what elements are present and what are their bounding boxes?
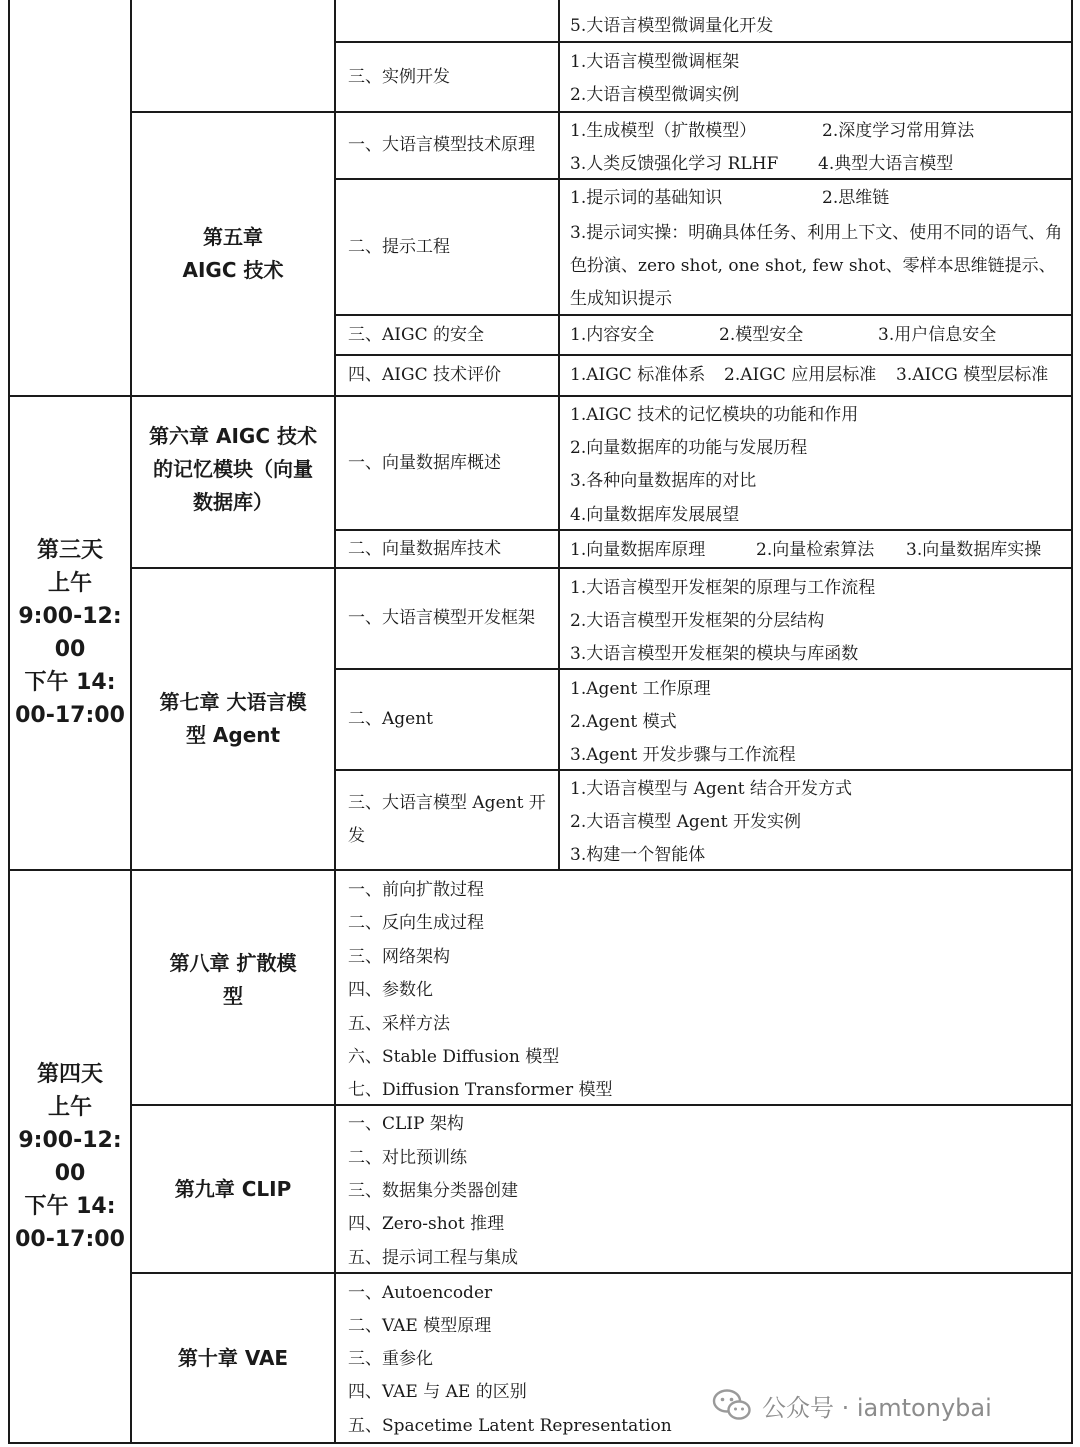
- section-title: 二、提示工程: [348, 236, 450, 257]
- item-text: 2.大语言模型开发框架的分层结构: [570, 611, 825, 631]
- item-text: 3.各种向量数据库的对比: [570, 471, 757, 491]
- chapter-cell-ch6: [132, 397, 334, 567]
- item-text: 2.Agent 模式: [570, 712, 677, 732]
- column-divider: [558, 0, 560, 870]
- topic-item: 三、重参化: [348, 1349, 433, 1369]
- section-cell: [336, 771, 558, 869]
- item-text: 2.大语言模型 Agent 开发实例: [570, 812, 802, 832]
- item-text: 2.深度学习常用算法: [822, 121, 975, 141]
- topic-item: 三、网络架构: [348, 947, 450, 967]
- time-label: 00: [54, 1160, 86, 1186]
- topic-item: 一、CLIP 架构: [348, 1114, 464, 1134]
- item-text: 1.生成模型（扩散模型）: [570, 121, 757, 141]
- topic-item: 七、Diffusion Transformer 模型: [348, 1080, 613, 1100]
- chapter-cell-ch5: [132, 113, 334, 395]
- item-text: 3.Agent 开发步骤与工作流程: [570, 745, 796, 765]
- time-label: 00-17:00: [15, 1226, 125, 1252]
- item-text: 1.大语言模型与 Agent 结合开发方式: [570, 779, 853, 799]
- chapter-title: 的记忆模块（向量: [152, 456, 313, 481]
- chapter-title: 第五章: [202, 225, 263, 249]
- topic-item: 四、Zero-shot 推理: [348, 1214, 505, 1234]
- item-text: 2.模型安全: [719, 325, 804, 345]
- chapter-cell-ch9: [132, 1106, 334, 1272]
- item-text: 2.大语言模型微调实例: [570, 85, 740, 105]
- time-label: 下午 14:: [24, 670, 116, 695]
- topic-item: 二、反向生成过程: [348, 913, 484, 933]
- section-title: 三、AIGC 的安全: [348, 324, 484, 345]
- section-title: 一、大语言模型开发框架: [348, 608, 535, 628]
- chapter-title: AIGC 技术: [182, 258, 284, 282]
- section-title: 二、Agent: [348, 709, 433, 729]
- item-text: 2.向量检索算法: [756, 540, 875, 560]
- chapter-title: 第六章 AIGC 技术: [149, 423, 317, 448]
- table-border: [1071, 0, 1073, 1444]
- topic-item: 三、数据集分类器创建: [348, 1181, 518, 1201]
- chapter-title: 第九章 CLIP: [174, 1176, 292, 1201]
- item-text: 1.AIGC 技术的记忆模块的功能和作用: [570, 405, 859, 425]
- item-text: 2.向量数据库的功能与发展历程: [570, 438, 808, 458]
- item-text: 1.向量数据库原理: [570, 540, 706, 560]
- item-text: 1.AIGC 标准体系: [570, 365, 706, 385]
- wechat-icon: [712, 1388, 752, 1422]
- topic-item: 五、提示词工程与集成: [348, 1248, 518, 1268]
- item-text: 3.向量数据库实操: [906, 540, 1042, 560]
- section-title: 三、实例开发: [348, 66, 450, 87]
- day-label: 上午: [47, 571, 92, 596]
- day-label: 第四天: [36, 1061, 103, 1087]
- chapter-cell-ch10: [132, 1274, 334, 1442]
- topic-item: 四、参数化: [348, 980, 433, 1000]
- item-text: 4.向量数据库发展展望: [570, 505, 740, 525]
- chapter-title: 第七章 大语言模: [159, 690, 307, 714]
- time-label: 下午 14:: [24, 1193, 116, 1219]
- section-cell: [336, 531, 558, 567]
- item-text: 4.典型大语言模型: [818, 154, 954, 174]
- time-label: 00: [54, 637, 86, 662]
- item-text: 1.Agent 工作原理: [570, 679, 711, 699]
- section-cell: [336, 397, 558, 529]
- item-text: 3.构建一个智能体: [570, 845, 706, 865]
- section-cell: [336, 569, 558, 668]
- chapter-title: 第十章 VAE: [177, 1345, 289, 1370]
- item-text: 3.AICG 模型层标准: [896, 365, 1049, 385]
- item-text: 3.用户信息安全: [878, 325, 997, 345]
- item-text: 3.人类反馈强化学习 RLHF: [570, 154, 779, 174]
- chapter-title: 数据库）: [192, 489, 273, 514]
- section-title: 一、向量数据库概述: [348, 452, 501, 473]
- topic-item: 五、Spacetime Latent Representation: [348, 1416, 672, 1436]
- item-text: 1.提示词的基础知识: [570, 188, 723, 208]
- time-label: 9:00-12:: [18, 1127, 122, 1153]
- chapter-title: 型: [223, 983, 243, 1008]
- section-title: 四、AIGC 技术评价: [348, 365, 501, 385]
- section-cell: [336, 43, 558, 111]
- chapter-cell-ch7: [132, 569, 334, 869]
- topic-item: 五、采样方法: [348, 1014, 450, 1034]
- section-title: 二、向量数据库技术: [348, 538, 501, 559]
- day-cell-day3: [10, 397, 130, 869]
- time-label: 00-17:00: [15, 703, 125, 728]
- topic-item: 四、VAE 与 AE 的区别: [348, 1382, 527, 1402]
- chapter-title: 第八章 扩散模: [169, 950, 297, 975]
- topic-item: 二、VAE 模型原理: [348, 1316, 492, 1336]
- topic-item: 一、前向扩散过程: [348, 880, 484, 900]
- section-title: 一、大语言模型技术原理: [348, 135, 535, 155]
- section-title: 三、大语言模型 Agent 开: [348, 793, 546, 813]
- chapter-title: 型 Agent: [185, 723, 281, 747]
- section-cell: [336, 356, 558, 395]
- day-label: 第三天: [36, 538, 103, 563]
- watermark: [712, 1386, 992, 1424]
- item-text: 2.AIGC 应用层标准: [724, 365, 877, 385]
- section-cell: [336, 113, 558, 178]
- item-text: 3.提示词实操：明确具体任务、利用上下文、使用不同的语气、角色扮演、zero shot, one shot, few shot、零样本思维链提示、生成知识提示: [570, 223, 1063, 309]
- chapter-cell-ch8: [132, 871, 334, 1104]
- item-text: 1.大语言模型微调框架: [570, 52, 740, 72]
- section-cell: [336, 670, 558, 769]
- topic-item: 六、Stable Diffusion 模型: [348, 1047, 560, 1067]
- item-text: 2.思维链: [822, 188, 890, 208]
- topic-item: 一、Autoencoder: [348, 1283, 493, 1303]
- section-cell: [336, 316, 558, 354]
- watermark-text: 公众号 · iamtonybai: [762, 1393, 992, 1422]
- section-title: 发: [348, 826, 365, 846]
- time-label: 9:00-12:: [18, 604, 122, 629]
- item-text: 3.大语言模型开发框架的模块与库函数: [570, 644, 859, 664]
- topic-item: 二、对比预训练: [348, 1148, 467, 1168]
- item-text: 1.大语言模型开发框架的原理与工作流程: [570, 578, 876, 598]
- day-cell-day4: [10, 871, 130, 1442]
- section-cell: [336, 180, 558, 314]
- day-label: 上午: [47, 1094, 92, 1120]
- item-text: 1.内容安全: [570, 325, 655, 345]
- item-text: 5.大语言模型微调量化开发: [570, 16, 774, 36]
